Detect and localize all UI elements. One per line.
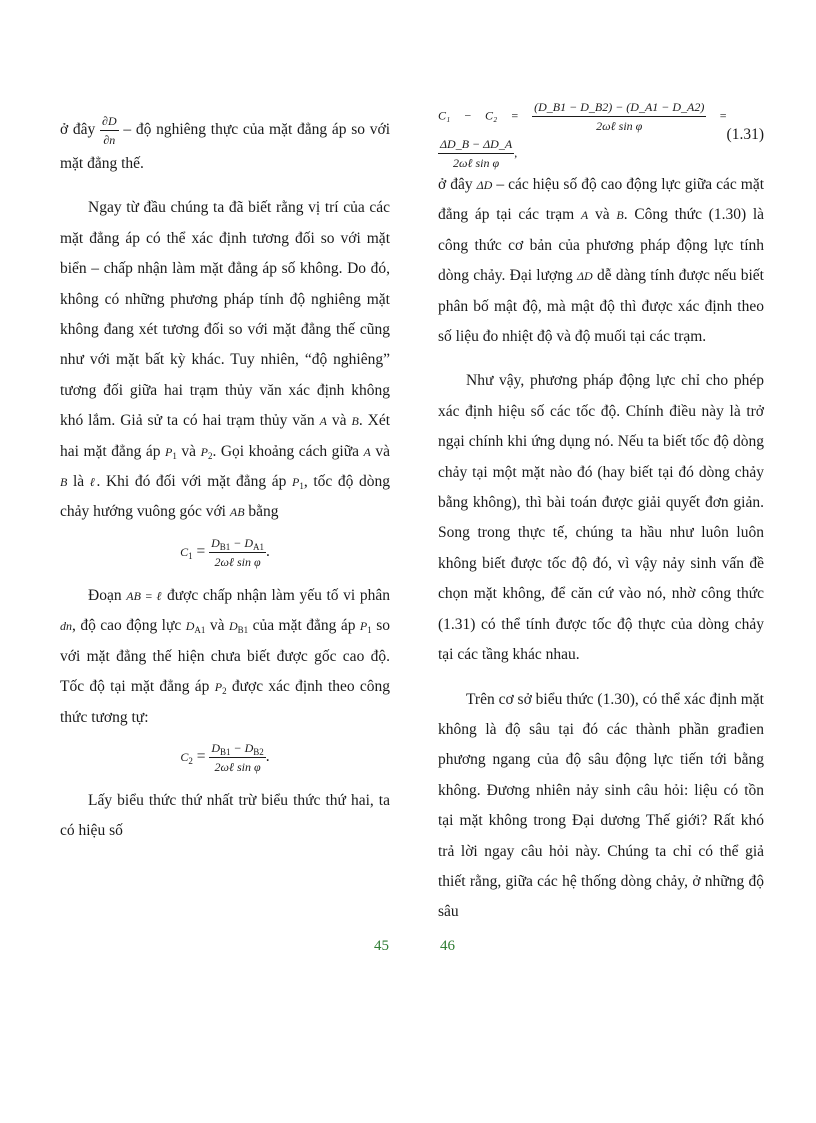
- left-paragraph-3: Đoạn AB = ℓ được chấp nhận làm yếu tố vi phân dn, độ cao động lực $D_{A1}$ và $D_{B1}$ của mặt đẳng áp $P_1$ so với mặt đẳng thế hiện chưa biết được gốc cao độ. Tốc độ tại mặt đẳng áp $P_2$ được xác định theo công thức tương tự:: [60, 586, 391, 726]
- right-paragraph-2: Như vậy, phương pháp động lực chỉ cho phép xác định hiệu số các tốc độ. Chính điều này là trở ngại chính khi ứng dụng nó. Nếu ta biết tốc độ dòng chảy tại một mặt nào đó (hay biết tại đó dòng chảy bằng không), thì bài toán được giải quyết đơn giản. Song trong thực tế, chúng ta hầu như luôn luôn không biết được tốc độ đó, vì vậy nảy sinh vấn đề chọn mặt không, để căn cứ vào nó, nhờ công thức (1.31) có thể tính được tốc độ thực của dòng chảy tại các tầng khác nhau.: [438, 372, 764, 664]
- right-paragraph-3: Trên cơ sở biểu thức (1.30), có thể xác định mặt không là độ sâu tại đó các thành phần građien phương ngang của độ sâu động lực tiến tới bằng không. Đương nhiên nảy sinh câu hỏi: liệu có tồn tại mặt không trong Đại dương Thế giới? Rất khó trả lời ngay câu hỏi này. Chúng ta chỉ có thể giả thiết rằng, giữa các hệ thống dòng chảy, ở những độ sâu: [438, 690, 764, 921]
- equation-number: (1.31): [726, 125, 764, 143]
- equation-1-31: C₁ − C₂ = $\frac{(D\_B1 - D\_B2) - (D\_A1 - D\_A2)}{\text{2ωℓ sin φ}}$ = $\frac{\Delta D\_B - \Delta D\_A}{\text{2ωℓ sin φ}}$ , (1.31): [438, 100, 764, 170]
- right-paragraph-1: ở đây ΔD – các hiệu số độ cao động lực giữa các mặt đẳng áp tại các trạm A và B. Công thức (1.30) là công thức cơ bản của phương pháp động lực tính dòng chảy. Đại lượng ΔD dễ dàng tính được nếu biết phân bố mật độ, mà mật độ thì được xác định theo số liệu đo nhiệt độ và độ muối tại các trạm.: [438, 176, 765, 346]
- right-column: [438, 100, 765, 928]
- page-number-left: 45: [374, 938, 389, 954]
- left-paragraph-1: ở đây $\frac{\partial D}{\partial n}$ – độ nghiêng thực của mặt đẳng áp so với mặt đẳng thế.: [60, 114, 391, 172]
- partial-derivative-fraction: $\frac{\partial D}{\partial n}$: [102, 114, 117, 147]
- left-paragraph-2: Ngay từ đầu chúng ta đã biết rằng vị trí của các mặt đẳng áp có thể xác định tương đối so với mặt biển – chấp nhận làm mặt đẳng áp số không. Do đó, không có những phương pháp tính độ nghiêng mặt không đang xét tương đối so với mặt đẳng thế cũng như với mặt bất kỳ khác. Tuy nhiên, “độ nghiêng” tương đối giữa hai trạm thủy văn xác định không khó lắm. Giả sử ta có hai trạm thủy văn A và B. Xét hai mặt đẳng áp $P_1$ và $P_2$. Gọi khoảng cách giữa A và B là ℓ. Khi đó đối với mặt đẳng áp $P_1$, tốc độ dòng chảy hướng vuông góc với AB bằng: [60, 199, 391, 521]
- left-column: [60, 112, 390, 847]
- left-paragraph-4: Lấy biểu thức thứ nhất trừ biểu thức thứ hai, ta có hiệu số: [60, 791, 390, 840]
- page-number-right: 46: [440, 938, 455, 954]
- formula-c1: $C_1$ = $\frac{D_{B1} - D_{A1}}{\text{2ωℓ sin φ}}$ .: [180, 535, 270, 569]
- formula-c2: $C_2$ = $\frac{D_{B1} - D_{B2}}{\text{2ωℓ sin φ}}$ .: [180, 740, 270, 774]
